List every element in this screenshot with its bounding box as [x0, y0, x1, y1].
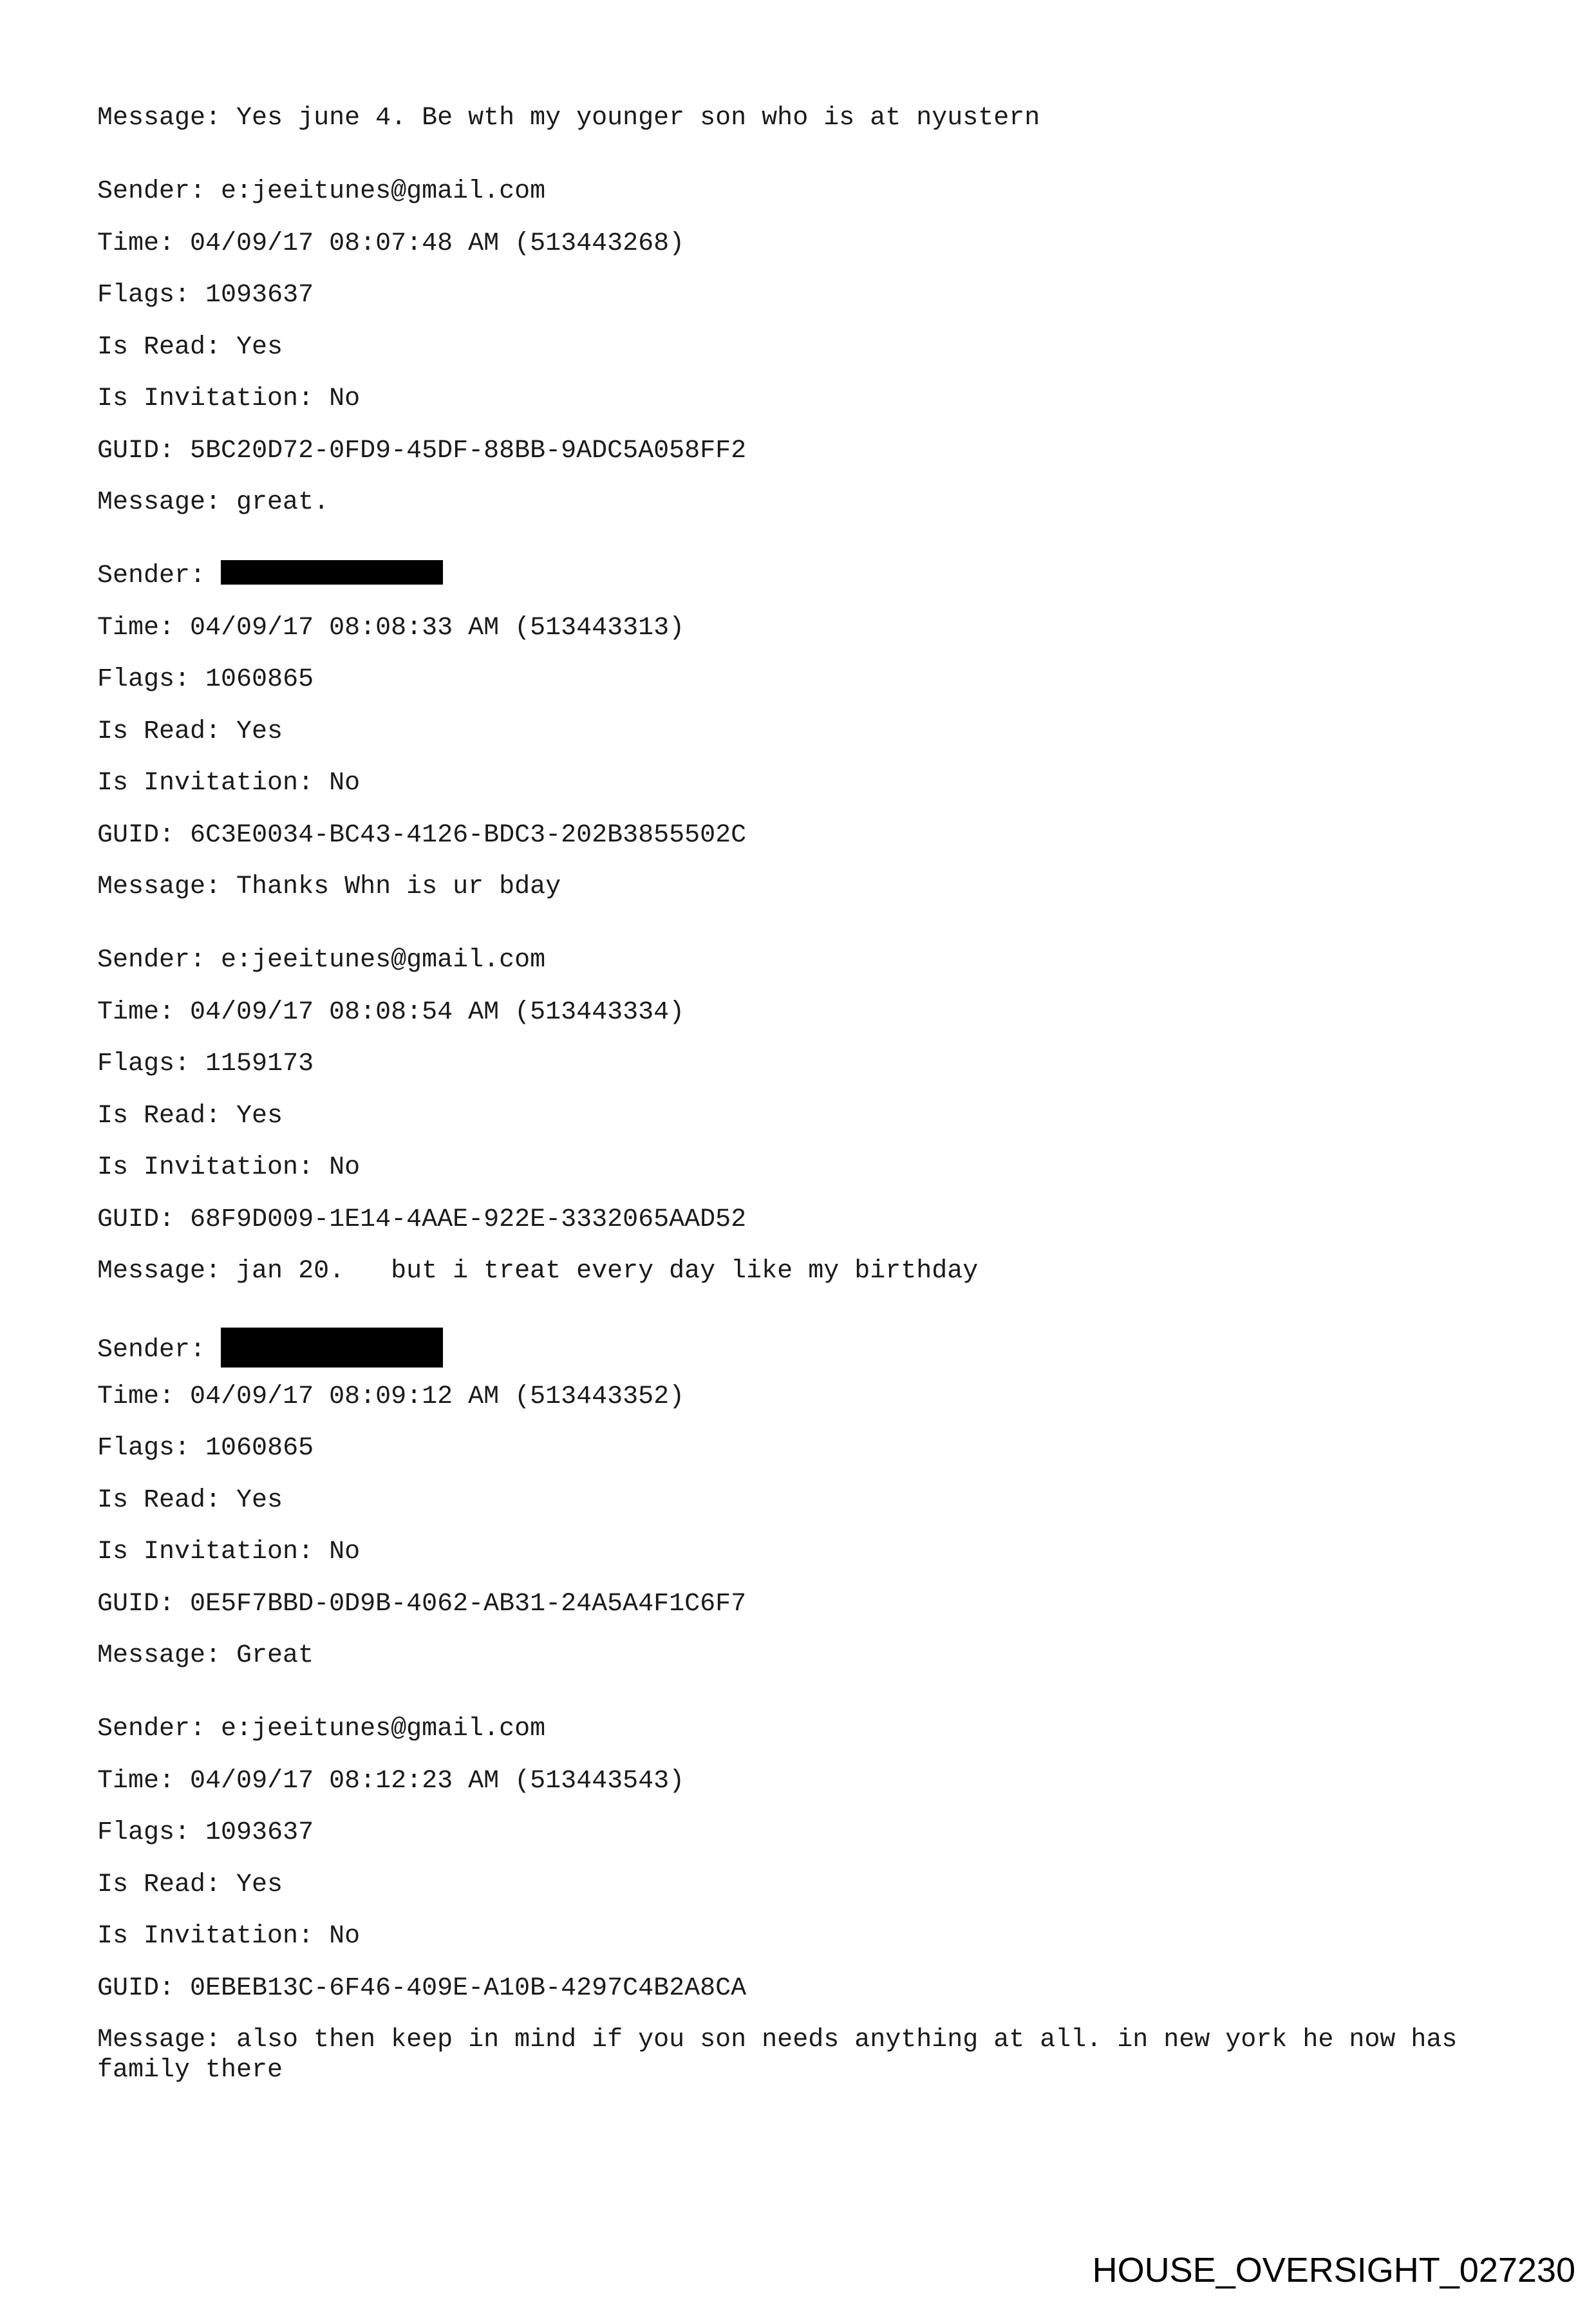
guid-label: GUID: [97, 1205, 175, 1234]
flags-label: Flags: [97, 281, 191, 310]
is-read-label: Is Read: [97, 1101, 221, 1131]
is-invitation-value: No [329, 769, 361, 798]
guid-label: GUID: [97, 820, 175, 850]
time-value: 04/09/17 08:09:12 AM (513443352) [190, 1382, 685, 1411]
guid-line [97, 820, 1501, 851]
message-record [97, 1330, 1501, 1671]
message-record [97, 561, 1501, 902]
message-label: Message: [97, 872, 221, 901]
time-value: 04/09/17 08:08:33 AM (513443313) [190, 613, 685, 643]
time-label: Time: [97, 229, 175, 258]
flags-value: 1060865 [205, 1434, 314, 1463]
sender-label: Sender: [97, 177, 206, 206]
is-invitation-line [97, 384, 1501, 414]
message-text: Yes june 4. Be wth my younger son who is at nyustern [236, 104, 1040, 133]
sender-line [97, 561, 1501, 591]
flags-label: Flags: [97, 1434, 191, 1463]
time-label: Time: [97, 613, 175, 643]
message-record [97, 176, 1501, 518]
is-read-value: Yes [236, 1101, 283, 1131]
guid-label: GUID: [97, 1973, 175, 2003]
sender-redaction-block [221, 560, 443, 585]
guid-value: 0E5F7BBD-0D9B-4062-AB31-24A5A4F1C6F7 [190, 1589, 747, 1619]
message-label: Message: [97, 1257, 221, 1286]
sender-value: e:jeeitunes@gmail.com [221, 946, 546, 975]
flags-label: Flags: [97, 665, 191, 694]
is-read-line [97, 332, 1501, 362]
sender-label: Sender: [97, 1715, 206, 1744]
flags-label: Flags: [97, 1049, 191, 1078]
sender-redaction-block [221, 1328, 443, 1368]
guid-label: GUID: [97, 436, 175, 465]
message-line [97, 2025, 1501, 2085]
time-value: 04/09/17 08:08:54 AM (513443334) [190, 997, 685, 1027]
time-value: 04/09/17 08:12:23 AM (513443543) [190, 1766, 685, 1796]
is-invitation-value: No [329, 1153, 361, 1182]
message-line [97, 1256, 1501, 1286]
is-read-value: Yes [236, 1485, 283, 1515]
sender-line [97, 945, 1501, 975]
flags-line [97, 1818, 1501, 1848]
guid-line [97, 1589, 1501, 1619]
guid-value: 68F9D009-1E14-4AAE-922E-3332065AAD52 [190, 1205, 747, 1234]
is-read-value: Yes [236, 332, 283, 362]
is-invitation-label: Is Invitation: [97, 1153, 314, 1182]
flags-line [97, 280, 1501, 310]
time-label: Time: [97, 997, 175, 1027]
sender-line [97, 176, 1501, 207]
message-text: also then keep in mind if you son needs anything at all. in new york he now has family there [97, 2026, 1473, 2085]
guid-label: GUID: [97, 1589, 175, 1619]
guid-line [97, 436, 1501, 466]
message-text: jan 20. but i treat every day like my birthday [236, 1257, 979, 1286]
message-line [97, 1640, 1501, 1671]
time-line [97, 997, 1501, 1028]
is-invitation-value: No [329, 384, 361, 413]
message-label: Message: [97, 1641, 221, 1670]
sender-label: Sender: [97, 946, 206, 975]
time-line [97, 1766, 1501, 1796]
is-read-line [97, 1870, 1501, 1900]
message-label: Message: [97, 104, 221, 133]
is-read-value: Yes [236, 717, 283, 746]
flags-value: 1093637 [205, 1818, 314, 1847]
top-message-line [97, 103, 1501, 133]
is-invitation-line [97, 768, 1501, 798]
sender-value: e:jeeitunes@gmail.com [221, 1715, 546, 1744]
sender-label: Sender: [97, 561, 206, 590]
flags-value: 1060865 [205, 665, 314, 694]
sender-line [97, 1330, 1501, 1365]
message-line [97, 487, 1501, 518]
flags-line [97, 1049, 1501, 1079]
is-invitation-line [97, 1921, 1501, 1951]
is-read-line [97, 717, 1501, 747]
sender-label: Sender: [97, 1335, 206, 1365]
message-label: Message: [97, 2026, 221, 2054]
is-read-line [97, 1485, 1501, 1516]
flags-label: Flags: [97, 1818, 191, 1847]
guid-value: 0EBEB13C-6F46-409E-A10B-4297C4B2A8CA [190, 1973, 747, 2003]
message-record [97, 945, 1501, 1286]
message-text: Thanks Whn is ur bday [236, 872, 561, 901]
is-read-label: Is Read: [97, 332, 221, 362]
guid-line [97, 1205, 1501, 1235]
sender-line [97, 1714, 1501, 1744]
flags-value: 1093637 [205, 281, 314, 310]
sender-value: e:jeeitunes@gmail.com [221, 177, 546, 206]
message-log [97, 103, 1501, 2129]
is-read-label: Is Read: [97, 1485, 221, 1515]
is-invitation-label: Is Invitation: [97, 1537, 314, 1566]
time-label: Time: [97, 1766, 175, 1796]
is-invitation-line [97, 1537, 1501, 1567]
guid-value: 5BC20D72-0FD9-45DF-88BB-9ADC5A058FF2 [190, 436, 747, 465]
message-text: great. [236, 488, 330, 517]
time-line [97, 1382, 1501, 1412]
is-invitation-label: Is Invitation: [97, 384, 314, 413]
is-read-line [97, 1101, 1501, 1131]
time-line [97, 613, 1501, 643]
message-label: Message: [97, 488, 221, 517]
guid-line [97, 1973, 1501, 2004]
flags-line [97, 664, 1501, 695]
message-text: Great [236, 1641, 314, 1670]
time-label: Time: [97, 1382, 175, 1411]
is-invitation-line [97, 1152, 1501, 1183]
flags-line [97, 1433, 1501, 1463]
is-read-label: Is Read: [97, 717, 221, 746]
is-invitation-label: Is Invitation: [97, 1922, 314, 1951]
message-records [97, 176, 1501, 2085]
flags-value: 1159173 [205, 1049, 314, 1078]
is-invitation-value: No [329, 1537, 361, 1566]
guid-value: 6C3E0034-BC43-4126-BDC3-202B3855502C [190, 820, 747, 850]
is-invitation-value: No [329, 1922, 361, 1951]
bates-number: HOUSE_OVERSIGHT_027230 [1092, 2251, 1575, 2289]
is-read-value: Yes [236, 1870, 283, 1899]
message-line [97, 872, 1501, 902]
time-line [97, 229, 1501, 259]
is-invitation-label: Is Invitation: [97, 769, 314, 798]
message-record [97, 1714, 1501, 2085]
time-value: 04/09/17 08:07:48 AM (513443268) [190, 229, 685, 258]
is-read-label: Is Read: [97, 1870, 221, 1899]
